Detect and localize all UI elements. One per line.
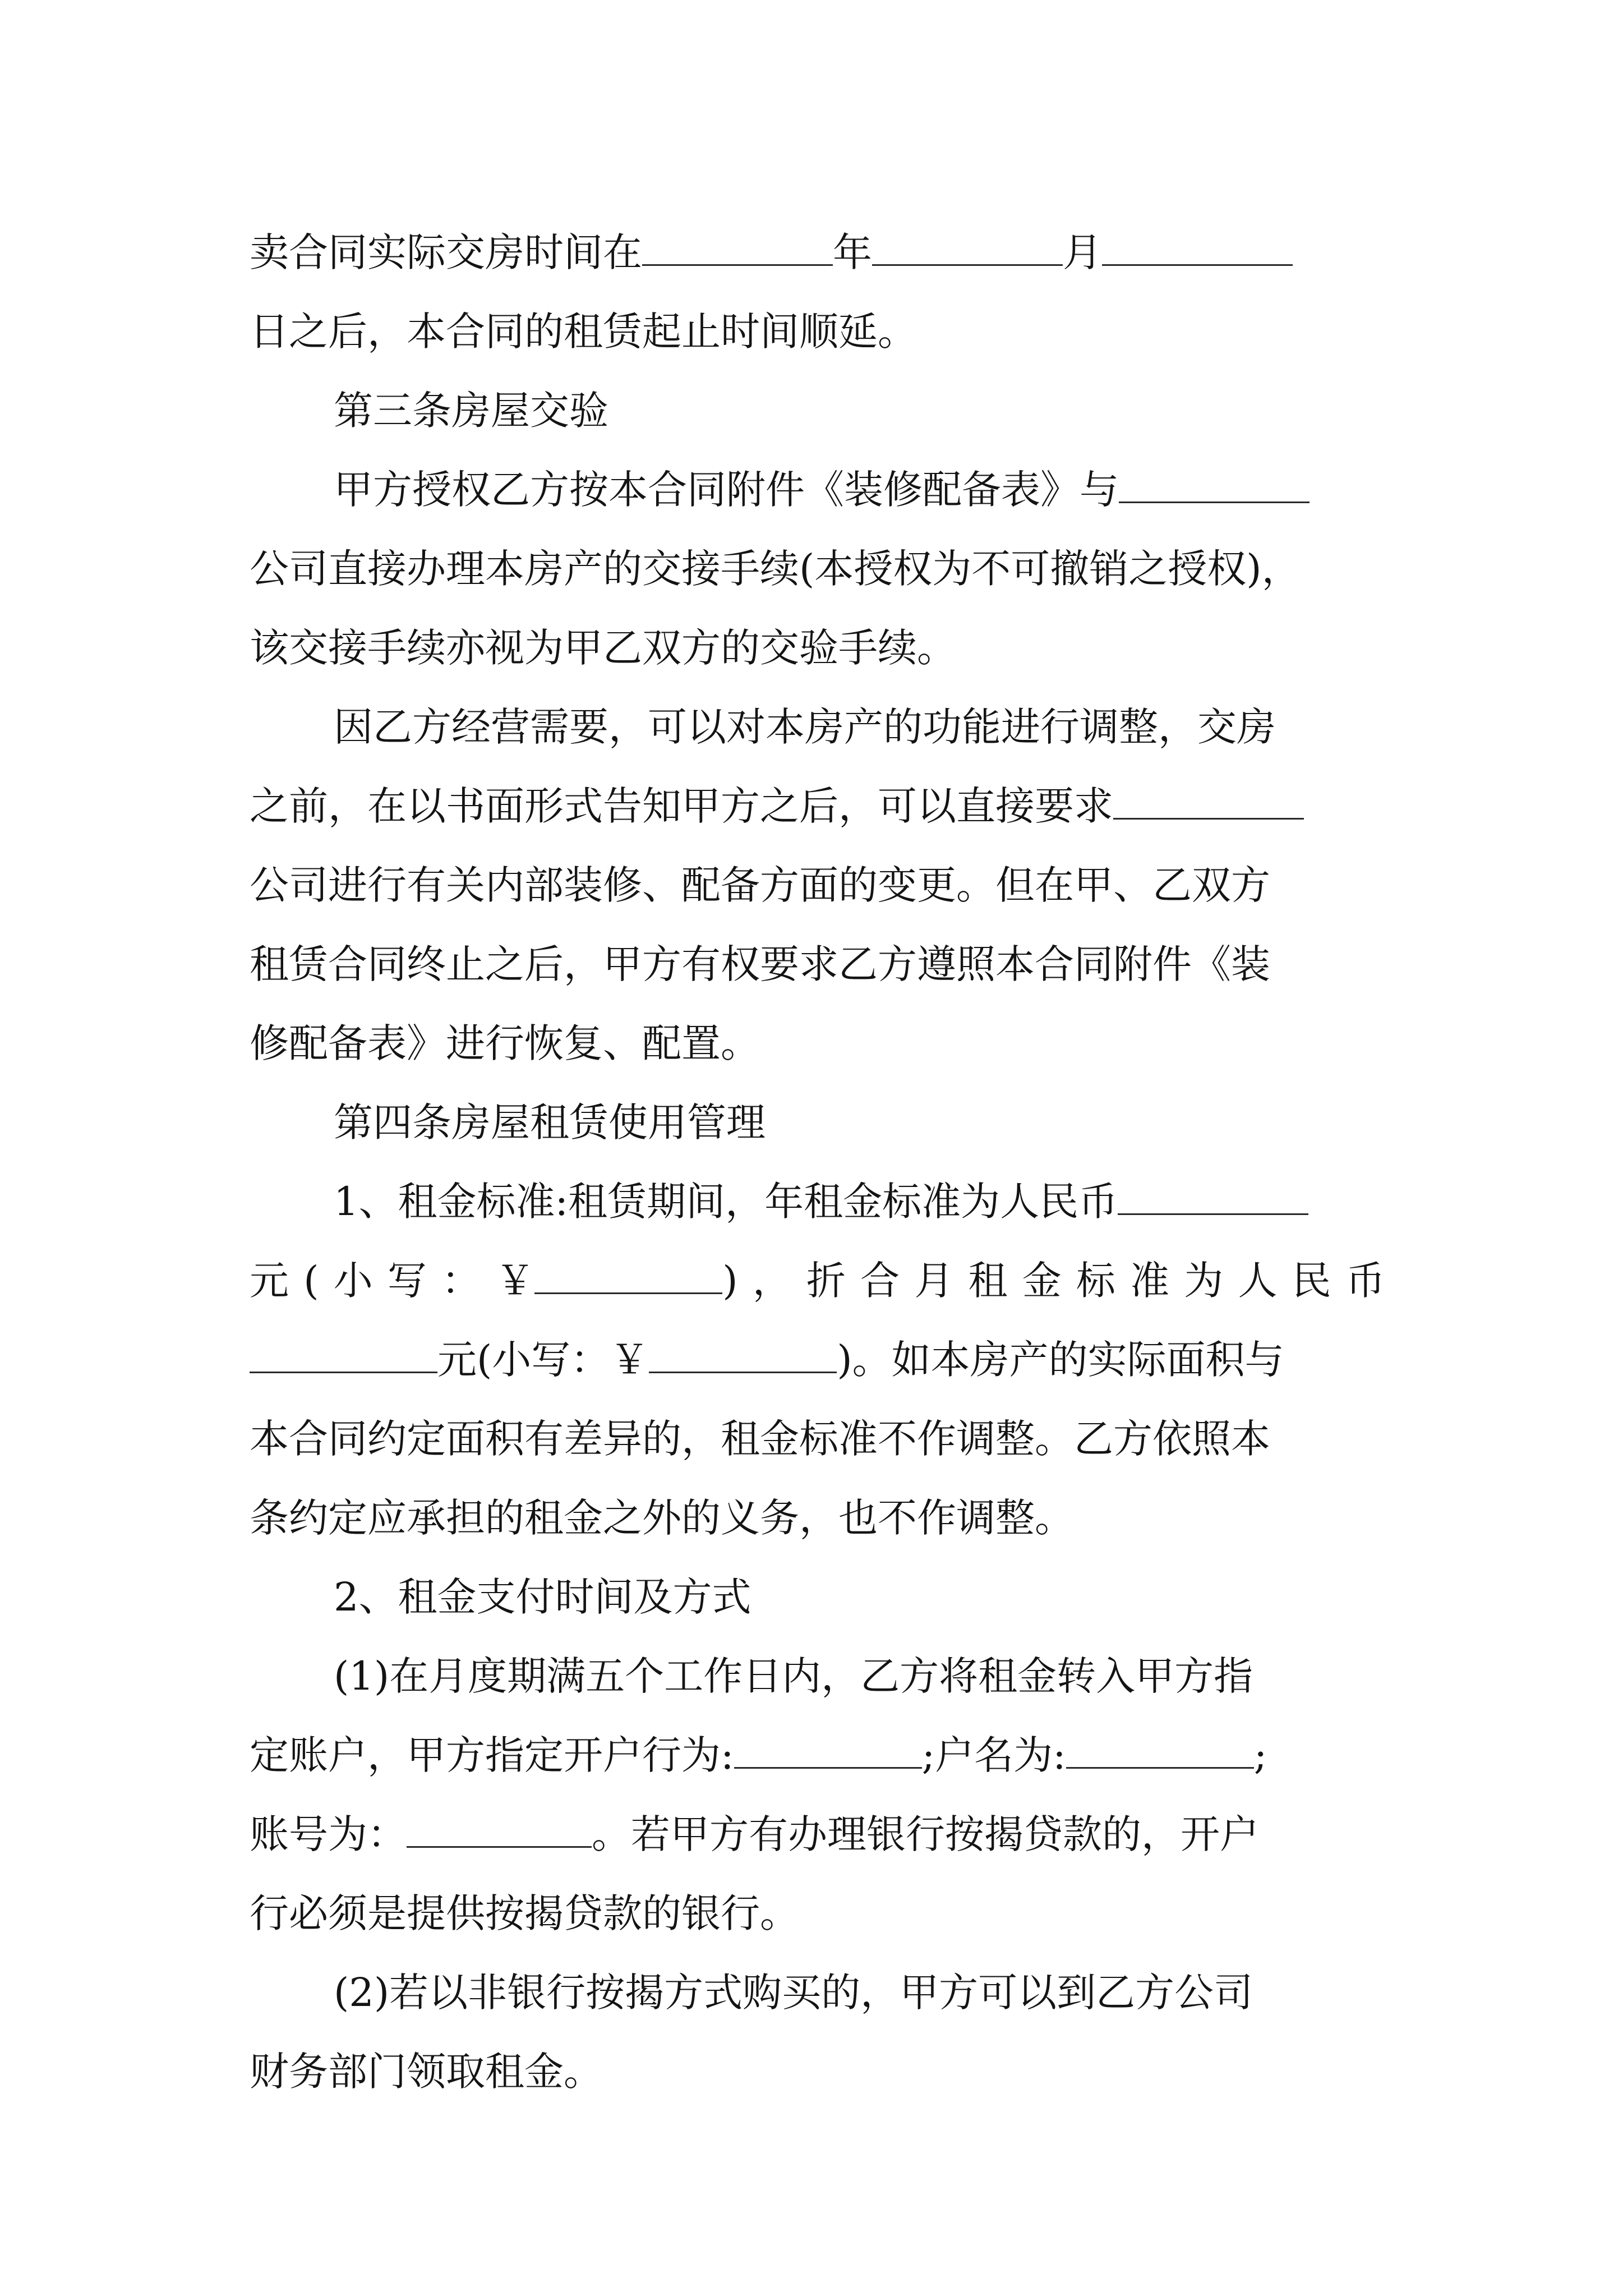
paragraph-line: [250, 2032, 1399, 2111]
blank-field-monthly-rent-figure[interactable]: [649, 1335, 837, 1374]
blank-field-annual-rent[interactable]: [1118, 1176, 1308, 1216]
paragraph-line: [250, 1953, 1399, 2032]
text-fragment: 元(小写：￥: [437, 1337, 649, 1383]
subsection-heading: [250, 1558, 1399, 1637]
paragraph-line: [250, 1637, 1399, 1716]
text-fragment: 账号为：: [250, 1811, 407, 1857]
section-heading-3: [250, 371, 1399, 450]
paragraph-line: [250, 688, 1399, 767]
text-fragment: )。如本房产的实际面积与: [837, 1337, 1284, 1383]
paragraph-line: [250, 1479, 1399, 1558]
text-fragment: 该交接手续亦视为甲乙双方的交验手续。: [250, 625, 956, 671]
text-char: 合: [860, 1258, 900, 1304]
blank-field-company[interactable]: [1113, 781, 1304, 820]
blank-field-company[interactable]: [1119, 464, 1310, 504]
text-fragment: 本合同约定面积有差异的，租金标准不作调整。乙方依照本: [250, 1416, 1270, 1462]
text-fragment: ;: [1253, 1732, 1267, 1778]
text-fragment: 日之后，本合同的租赁起止时间顺延。: [250, 309, 917, 355]
section-heading-4: [250, 1083, 1399, 1162]
text-fragment: 定账户，甲方指定开户行为:: [250, 1732, 734, 1778]
text-char: 折: [806, 1258, 846, 1304]
blank-field-monthly-rent[interactable]: [250, 1335, 437, 1374]
section-heading-text: 第三条房屋交验: [334, 388, 608, 434]
blank-field-year[interactable]: [642, 227, 833, 266]
text-char: 写: [387, 1258, 427, 1304]
blank-field-day[interactable]: [1102, 227, 1293, 266]
text-fragment: 公司进行有关内部装修、配备方面的变更。但在甲、乙双方: [250, 862, 1270, 908]
blank-field-annual-rent-figure[interactable]: [534, 1255, 722, 1295]
paragraph-line: [250, 925, 1399, 1004]
text-char: 元: [250, 1258, 289, 1304]
paragraph-line: [250, 292, 1399, 371]
blank-field-bank[interactable]: [734, 1730, 922, 1769]
text-fragment: 修配备表》进行恢复、配置。: [250, 1020, 760, 1066]
paragraph-line: [250, 1004, 1399, 1083]
text-char: 标: [1076, 1258, 1115, 1304]
text-fragment: 条约定应承担的租金之外的义务，也不作调整。: [250, 1495, 1074, 1541]
text-fragment: 公司直接办理本房产的交接手续(本授权为不可撤销之授权)，: [250, 546, 1301, 592]
text-char: 人: [1238, 1258, 1278, 1304]
text-fragment: 租赁合同终止之后，甲方有权要求乙方遵照本合同附件《装: [250, 941, 1270, 987]
text-fragment: ;户名为:: [921, 1732, 1066, 1778]
paragraph-line: [250, 846, 1399, 925]
text-char: ：: [441, 1258, 481, 1304]
paragraph-line: [250, 213, 1399, 292]
blank-field-account-name[interactable]: [1066, 1730, 1254, 1769]
paragraph-line: [250, 767, 1399, 846]
paragraph-line: [250, 450, 1399, 530]
text-char: ￥: [495, 1258, 535, 1304]
paragraph-line: [250, 1716, 1399, 1795]
document-body: [250, 213, 1399, 2111]
text-fragment: 月: [1063, 229, 1102, 275]
text-fragment: 甲方授权乙方按本合同附件《装修配备表》与: [334, 467, 1119, 513]
text-char: 为: [1184, 1258, 1224, 1304]
paragraph-line: [250, 609, 1399, 688]
text-char: 小: [333, 1258, 373, 1304]
paragraph-line: [250, 1874, 1399, 1953]
text-fragment: 卖合同实际交房时间在: [250, 229, 642, 275]
text-fragment: 。若甲方有办理银行按揭贷款的，开户: [592, 1811, 1259, 1857]
text-fragment: 1、租金标准:租赁期间，年租金标准为人民币: [334, 1179, 1118, 1225]
text-fragment: 财务部门领取租金。: [250, 2049, 603, 2095]
text-char: 租: [968, 1258, 1008, 1304]
text-fragment: 年: [833, 229, 872, 275]
blank-field-month[interactable]: [872, 227, 1063, 266]
text-char: (: [303, 1258, 319, 1304]
paragraph-line: [250, 1320, 1399, 1400]
paragraph-line: [250, 1400, 1399, 1479]
amount-group: [495, 1241, 737, 1320]
paragraph-line-justified: [250, 1241, 1385, 1320]
blank-field-account-number[interactable]: [407, 1809, 592, 1848]
text-char: 币: [1345, 1258, 1385, 1304]
text-char: ): [722, 1258, 738, 1304]
text-fragment: 因乙方经营需要，可以对本房产的功能进行调整，交房: [334, 704, 1276, 750]
paragraph-line: [250, 1795, 1399, 1874]
text-char: 准: [1130, 1258, 1170, 1304]
text-fragment: 之前，在以书面形式告知甲方之后，可以直接要求: [250, 783, 1113, 829]
section-heading-text: 第四条房屋租赁使用管理: [334, 1099, 766, 1145]
text-char: 金: [1022, 1258, 1062, 1304]
text-char: 月: [914, 1258, 954, 1304]
text-fragment: (2)若以非银行按揭方式购买的，甲方可以到乙方公司: [334, 1970, 1253, 2016]
paragraph-line: [250, 530, 1399, 609]
text-char: ，: [752, 1258, 792, 1304]
subsection-heading-text: 2、租金支付时间及方式: [334, 1574, 751, 1620]
paragraph-line: [250, 1162, 1399, 1241]
text-fragment: 行必须是提供按揭贷款的银行。: [250, 1890, 799, 1936]
text-char: 民: [1292, 1258, 1331, 1304]
text-fragment: (1)在月度期满五个工作日内，乙方将租金转入甲方指: [334, 1653, 1253, 1699]
